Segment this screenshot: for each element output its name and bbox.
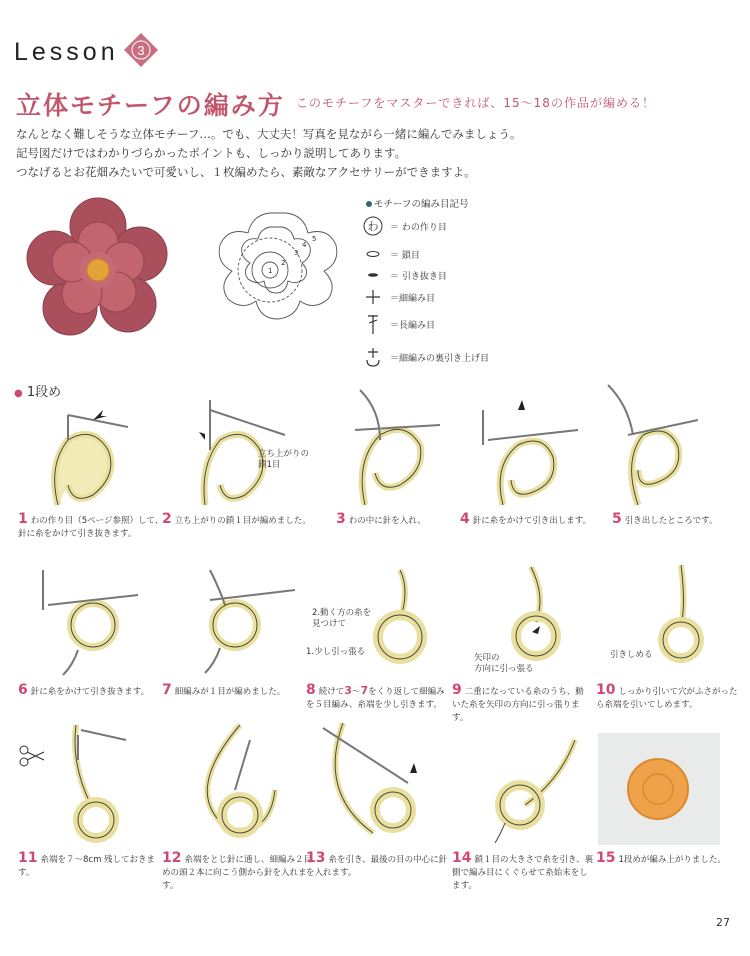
finished-round-photo: [598, 733, 720, 845]
step-illustration: [340, 385, 450, 505]
step-caption: 10 しっかり引いて穴がふさがったら糸端を引いてしめます。: [596, 682, 738, 710]
chart-label-round: 3: [294, 249, 299, 257]
single-crochet-icon: [362, 286, 384, 308]
annotation-tighten: 引きしめる: [610, 650, 653, 660]
step-illustration: [16, 720, 146, 845]
lesson-number: 3: [137, 43, 145, 58]
bullet-icon: ●: [14, 388, 23, 399]
step-caption: 11 糸端を７～8cm 残しておきます。: [18, 850, 156, 878]
chain-stitch-icon: [362, 243, 384, 265]
flower-motif-photo: [28, 196, 168, 341]
annotation-arrow-direction: 矢印の 方向に引っ張る: [474, 653, 534, 674]
step-caption: 8 続けて3～7をくり返して細編みを５目編み、糸端を少し引きます。: [306, 682, 445, 710]
legend-item: ＝ 鎖目: [362, 243, 420, 265]
chart-label-round: 5: [312, 235, 317, 243]
step-caption: 2 立ち上がりの鎖１目が編めました。: [162, 511, 311, 527]
intro-line: つなげるとお花畑みたいで可愛いし、１枚編めたら、素敵なアクセサリーができますよ。: [16, 165, 476, 179]
lesson-number-badge: [124, 33, 158, 67]
round-label: ● 1段め: [14, 385, 62, 400]
step-illustration: [38, 395, 148, 505]
svg-text:わ: わ: [367, 220, 379, 233]
scissors-icon: [20, 746, 44, 766]
step-illustration: [38, 565, 148, 675]
lesson-word: Lesson: [14, 38, 119, 66]
step-illustration: [478, 395, 588, 505]
step-illustration: [190, 560, 300, 675]
annotation-pull-slightly: 1.少し引っ張る: [306, 647, 366, 657]
magic-ring-icon: [362, 215, 384, 237]
back-post-sc-icon: [362, 346, 384, 368]
page-number: 27: [716, 916, 730, 929]
legend-item: ＝細編み目: [362, 286, 435, 308]
step-caption: 15 1段めが編み上がりました。: [596, 850, 726, 866]
double-crochet-icon: [362, 313, 384, 335]
legend-item: ＝ 引き抜き目: [362, 264, 447, 286]
step-caption: 7 細編みが１目が編めました。: [162, 682, 286, 698]
step-illustration: [598, 380, 708, 505]
intro-line: 記号図だけではわかりづらかったポイントも、しっかり説明してあります。: [16, 146, 407, 160]
step-illustration: [318, 718, 448, 846]
step-illustration: [180, 720, 310, 845]
bullet-icon: [366, 201, 372, 207]
slip-stitch-icon: [362, 264, 384, 286]
step-illustration: [360, 565, 450, 675]
step-caption: 12 糸端をとじ針に通し、細編み２目めの頭２本に向こう側から針を入れます。: [162, 850, 312, 891]
intro-line: なんとなく難しそうな立体モチーフ…。でも、大丈夫！写真を見ながら一緒に編んでみましょう。: [16, 127, 522, 141]
page-title: 立体モチーフの編み方: [16, 91, 285, 120]
step-caption: 3 わの中に針を入れ、: [336, 511, 426, 527]
page-subtitle: このモチーフをマスターできれば、15～18の作品が編める！: [296, 96, 655, 110]
intro-text: [16, 125, 616, 182]
annotation-find-thread: 2.動く方の糸を 見つけて: [312, 608, 372, 629]
legend-item: ＝長編み目: [362, 313, 435, 335]
chart-label-round: 1: [268, 267, 273, 275]
annotation-chain: 立ち上がりの 鎖1目: [258, 449, 310, 470]
legend-title: モチーフの編み目記号: [366, 196, 469, 210]
legend-item: ＝細編みの裏引き上げ目: [362, 346, 489, 368]
legend-item: わ ＝ わの作り目: [362, 215, 447, 237]
step-caption: 4 針に糸をかけて引き出します。: [460, 511, 592, 527]
chart-label-round: 4: [302, 241, 307, 249]
step-illustration: [480, 735, 580, 845]
step-caption: 6 針に糸をかけて引き抜きます。: [18, 682, 150, 698]
step-caption: 5 引き出したところです。: [612, 511, 718, 527]
finished-flower-icon: [598, 733, 720, 845]
step-caption: 9 二重になっている糸のうち、動いた糸を矢印の方向に引っ張ります。: [452, 682, 584, 723]
crochet-symbol-chart: [208, 205, 333, 335]
step-caption: 14 鎖１目の大きさで糸を引き、裏側で編み目にくぐらせて糸始末をします。: [452, 850, 594, 891]
step-caption: 13 糸を引き、最後の目の中心に針を入れます。: [306, 850, 448, 878]
step-caption: 1 わの作り目（5ページ参照）して、針に糸をかけて引き抜きます。: [18, 511, 164, 539]
chart-label-round: 2: [281, 259, 286, 267]
